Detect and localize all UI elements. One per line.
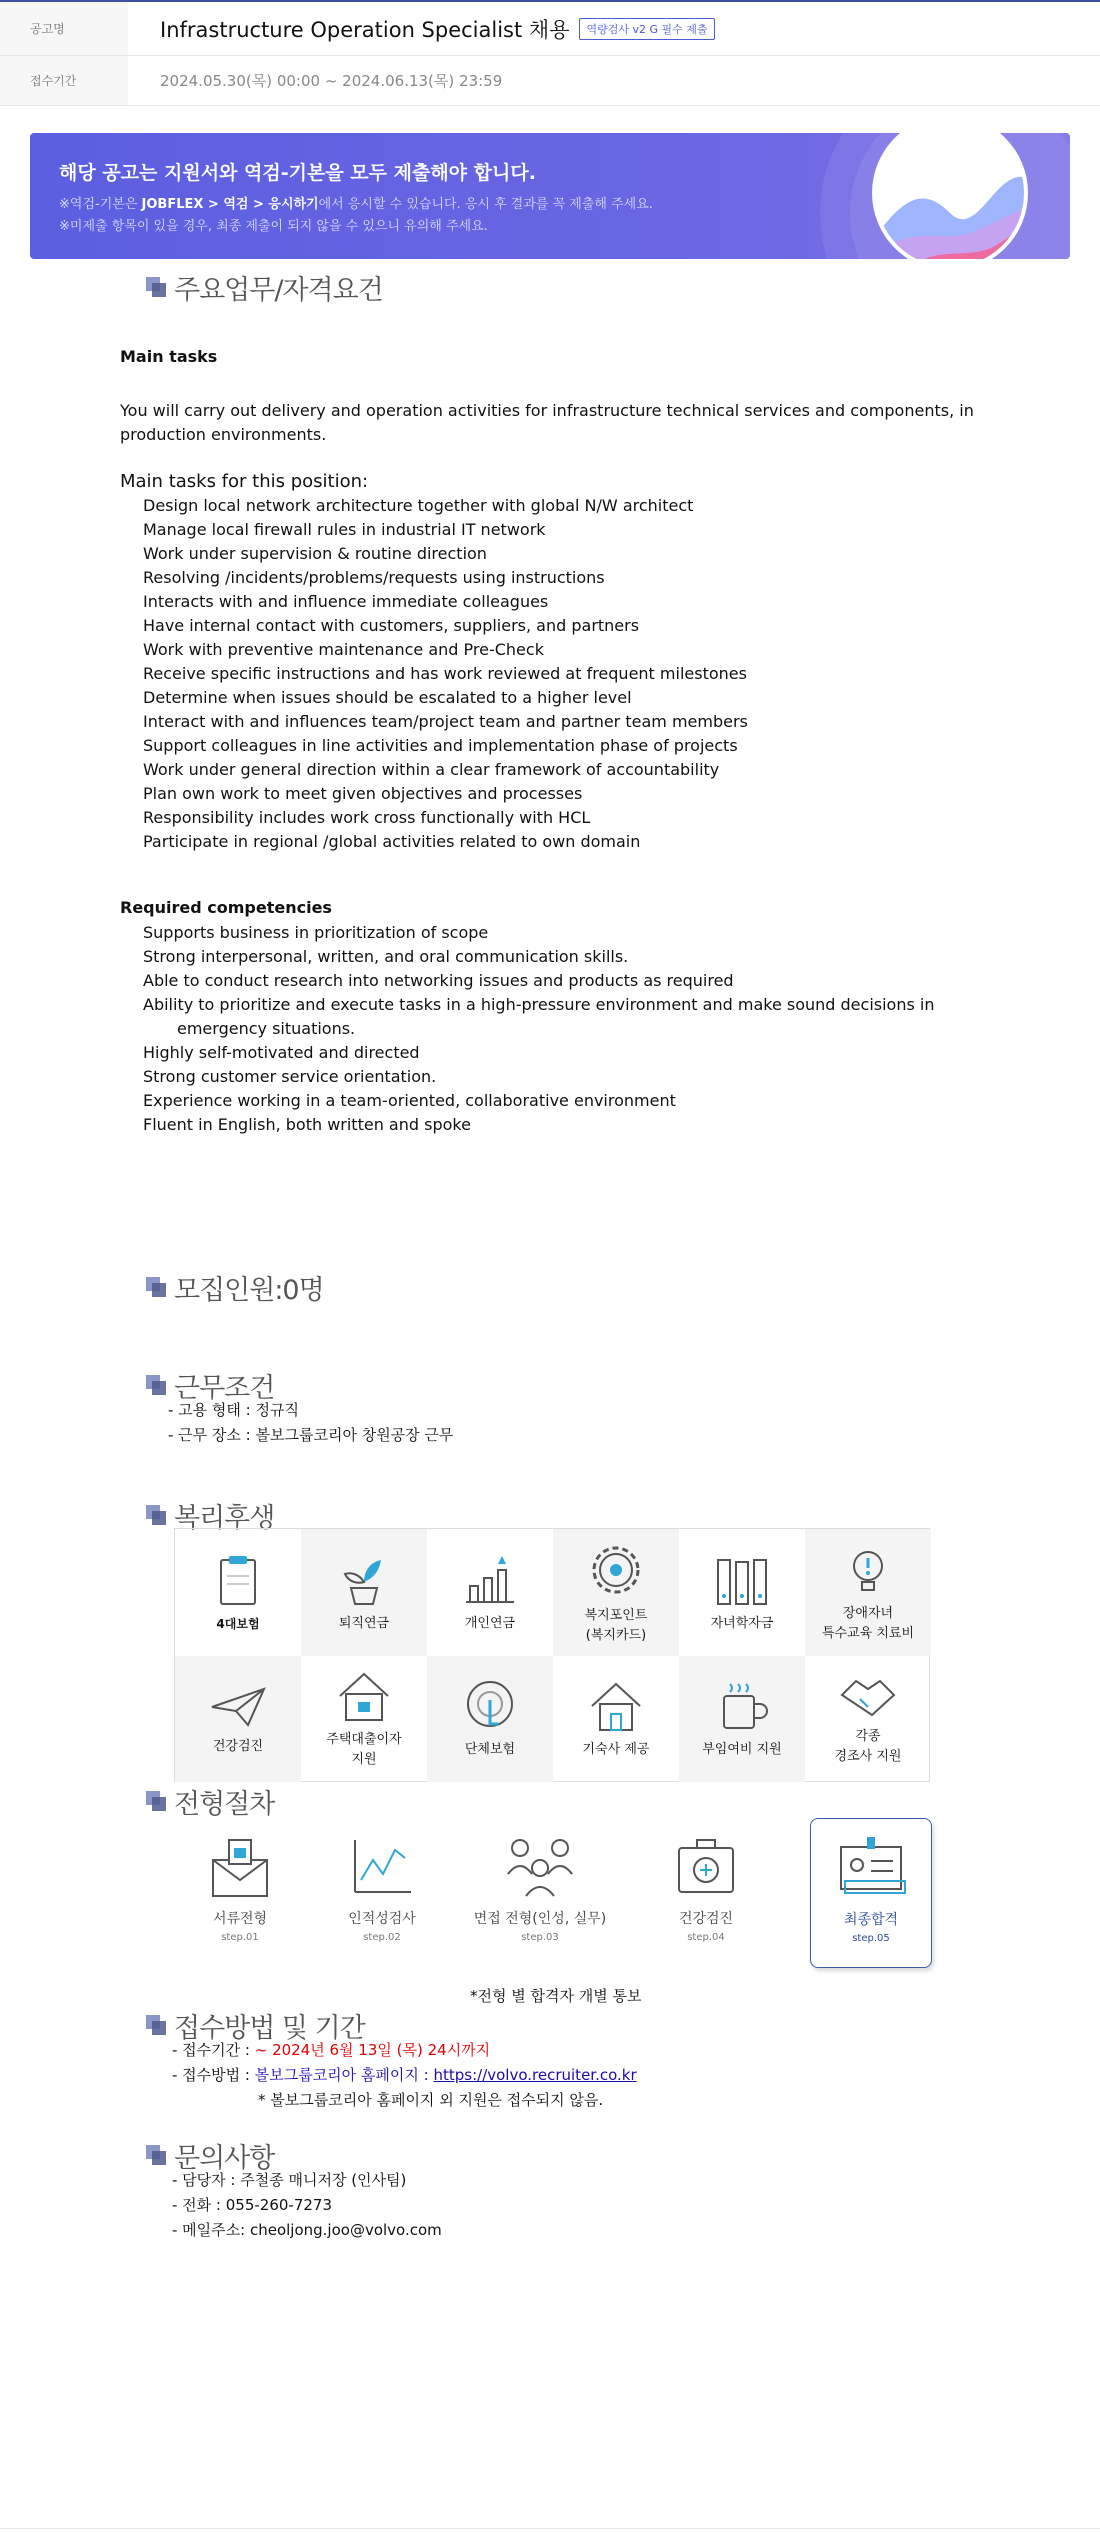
list-item: Responsibility includes work cross functionally with HCL [143, 808, 591, 827]
section-recruit [146, 1268, 324, 1307]
process-step: 건강검진 step.04 [640, 1818, 772, 1968]
section-square-icon [146, 2015, 168, 2037]
period-label: 접수기간 [0, 56, 128, 105]
chart-line-icon [347, 1830, 417, 1900]
section-title: 복리후생 [174, 1503, 275, 1534]
house-icon [586, 1678, 646, 1734]
job-title-row [0, 2, 1100, 56]
section-title: 주요업무/자격요건 [174, 275, 383, 306]
benefit-item: 단체보험 [427, 1656, 553, 1782]
bulb-icon [843, 1542, 893, 1598]
touch-icon [462, 1678, 518, 1734]
list-item: Determine when issues should be escalated to a higher level [143, 688, 632, 707]
main-tasks-heading: Main tasks [120, 347, 218, 366]
position-heading: Main tasks for this position: [120, 471, 369, 492]
process-step: 인적성검사 step.02 [316, 1818, 448, 1968]
task-list [143, 494, 748, 854]
period-row [0, 56, 1100, 106]
clipboard-icon [213, 1552, 263, 1608]
list-item: Support colleagues in line activities and implementation phase of projects [143, 736, 738, 755]
list-item: - 근무 장소 : 볼보그룹코리아 창원공장 근무 [168, 1426, 454, 1444]
benefit-item: 각종 경조사 지원 [805, 1656, 931, 1782]
banner-line-2: ※미제출 항목이 있을 경우, 최종 제출이 되지 않을 수 있으니 유의해 주세요. [59, 219, 488, 234]
section-square-icon [146, 1505, 168, 1527]
section-duties [146, 268, 383, 307]
benefit-item: 주택대출이자 지원 [301, 1656, 427, 1782]
process-step: 면접 전형(인성, 실무) step.03 [466, 1818, 614, 1968]
apply-method: - 접수방법 : 볼보그룹코리아 홈페이지 : https://volvo.recruiter.co.kr [172, 2066, 637, 2084]
section-square-icon [146, 1375, 168, 1397]
contact-list [172, 2168, 442, 2243]
id-card-icon [831, 1831, 911, 1901]
list-item: - 고용 형태 : 정규직 [168, 1401, 299, 1419]
competencies-heading: Required competencies [120, 898, 332, 917]
list-item: Plan own work to meet given objectives and processes [143, 784, 583, 803]
section-square-icon [146, 1277, 168, 1299]
contact-phone: - 전화 : 055-260-7273 [172, 2196, 333, 2214]
apply-deadline: ~ 2024년 6월 13일 (목) 24시까지 [254, 2041, 491, 2059]
benefit-item: 장애자녀 특수교육 치료비 [805, 1529, 931, 1656]
list-item: Work with preventive maintenance and Pre-Check [143, 640, 544, 659]
list-item: emergency situations. [177, 1019, 356, 1038]
list-item: Design local network architecture together with global N/W architect [143, 496, 694, 515]
process-note: *전형 별 합격자 개별 통보 [470, 1987, 642, 2005]
banner-line-1: ※역검-기본은 JOBFLEX > 역검 > 응시하기에서 응시할 수 있습니다. 응시 후 결과를 꼭 제출해 주세요. [59, 197, 653, 212]
process-step: 서류전형 step.01 [174, 1818, 306, 1968]
period-value: 2024.05.30(목) 00:00 ~ 2024.06.13(목) 23:59 [160, 72, 503, 90]
apply-note: * 볼보그룹코리아 홈페이지 외 지원은 접수되지 않음. [258, 2091, 604, 2109]
section-title: 전형절차 [174, 1789, 275, 1820]
list-item: Strong interpersonal, written, and oral communication skills. [143, 947, 629, 966]
competency-list [143, 921, 934, 1137]
benefit-item: 퇴직연금 [301, 1529, 427, 1656]
paper-plane-icon [208, 1681, 268, 1731]
list-item: Have internal contact with customers, suppliers, and partners [143, 616, 640, 635]
medical-kit-icon [671, 1830, 741, 1900]
list-item: Highly self-motivated and directed [143, 1043, 420, 1062]
contact-email[interactable]: - 메일주소: cheoljong.joo@volvo.com [172, 2221, 442, 2239]
list-item: Fluent in English, both written and spoke [143, 1115, 471, 1134]
list-item: Manage local firewall rules in industrial IT network [143, 520, 546, 539]
conditions-list [168, 1398, 453, 1448]
bottom-border [0, 2528, 1100, 2529]
plant-icon [339, 1552, 389, 1608]
benefit-item: 건강검진 [175, 1656, 301, 1782]
gear-icon [586, 1540, 646, 1600]
benefit-item: 개인연금 [427, 1529, 553, 1656]
section-square-icon [146, 277, 168, 299]
mug-icon [714, 1678, 770, 1734]
benefit-item: 4대보험 [175, 1529, 301, 1656]
benefit-item: 복지포인트 (복지카드) [553, 1529, 679, 1656]
list-item: Receive specific instructions and has work reviewed at frequent milestones [143, 664, 747, 683]
benefits-grid [174, 1528, 930, 1782]
main-tasks-intro: You will carry out delivery and operation activities for infrastructure technical services and components, in production environments. [120, 401, 974, 444]
benefit-item: 기숙사 제공 [553, 1656, 679, 1782]
section-title: 접수방법 및 기간 [174, 2013, 365, 2044]
section-title: 모집인원:0명 [174, 1275, 324, 1306]
list-item: Participate in regional /global activities related to own domain [143, 832, 641, 851]
list-item: Able to conduct research into networking issues and products as required [143, 971, 734, 990]
bar-growth-icon [462, 1552, 518, 1608]
banner-headline: 해당 공고는 지원서와 역검-기본을 모두 제출해야 합니다. [59, 162, 536, 184]
recruit-site-link[interactable]: https://volvo.recruiter.co.kr [433, 2066, 637, 2084]
section-square-icon [146, 2145, 168, 2167]
list-item: Supports business in prioritization of scope [143, 923, 489, 942]
process-step-final: 최종합격 step.05 [810, 1818, 932, 1968]
job-title: Infrastructure Operation Specialist 채용 [160, 17, 570, 42]
list-item: Work under general direction within a clear framework of accountability [143, 760, 720, 779]
books-icon [712, 1552, 772, 1608]
list-item: Ability to prioritize and execute tasks in a high-pressure environment and make sound decisions in [143, 995, 935, 1014]
apply-period: - 접수기간 : ~ 2024년 6월 13일 (목) 24시까지 [172, 2041, 491, 2059]
section-process [146, 1782, 274, 1821]
process-steps [174, 1818, 934, 1968]
assessment-badge: 역량검사 v2 G 필수 제출 [579, 18, 714, 40]
envelope-lock-icon [205, 1830, 275, 1900]
section-square-icon [146, 1791, 168, 1813]
people-icon [500, 1830, 580, 1900]
handshake-icon [838, 1671, 898, 1721]
list-item: Experience working in a team-oriented, collaborative environment [143, 1091, 676, 1110]
list-item: Work under supervision & routine direction [143, 544, 487, 563]
section-title: 근무조건 [174, 1373, 275, 1404]
section-title: 문의사항 [174, 2143, 275, 2174]
list-item: Strong customer service orientation. [143, 1067, 437, 1086]
list-item: Interacts with and influence immediate colleagues [143, 592, 549, 611]
benefit-item: 부임여비 지원 [679, 1656, 805, 1782]
list-item: Resolving /incidents/problems/requests using instructions [143, 568, 605, 587]
notice-banner [30, 133, 1070, 259]
house-loan-icon [334, 1668, 394, 1724]
benefit-item: 자녀학자금 [679, 1529, 805, 1656]
contact-manager: - 담당자 : 주철종 매니저장 (인사팀) [172, 2171, 407, 2189]
list-item: Interact with and influences team/project team and partner team members [143, 712, 748, 731]
job-title-label: 공고명 [0, 2, 128, 55]
banner-graphic-icon [850, 133, 1050, 259]
